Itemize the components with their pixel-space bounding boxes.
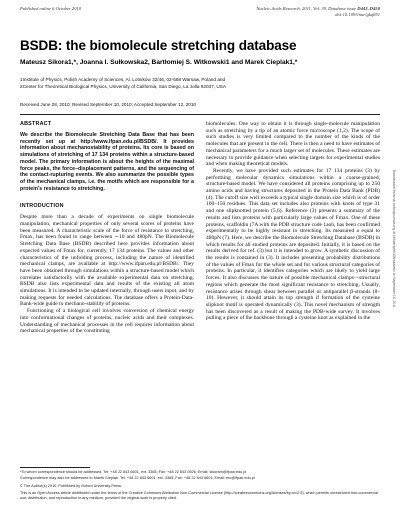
license-notice: This is an Open Access article distributed under the terms of the Creative Commons Attribution Non-Commercial License (http://creativecommons.org/licenses/by-nc/2.5), which permits unrestricted non-commercial use, distribution, and reproduction in any medium, provided the original work is properly cited.	[20, 491, 378, 500]
article-title: BSDB: the biomolecule stretching database	[20, 38, 297, 53]
header-divider	[20, 114, 380, 115]
download-watermark	[390, 170, 396, 390]
published-date: Published online 6 October 2010	[20, 6, 81, 11]
left-column	[20, 121, 194, 335]
journal-citation: Nucleic Acids Research, 2011, Vol. 39, Database issue	[256, 6, 357, 11]
abstract-heading: ABSTRACT	[20, 121, 52, 127]
journal-header	[256, 6, 380, 17]
doi[interactable]: doi:10.1093/nar/gkq851	[335, 11, 380, 17]
download-note: Downloaded from nar.oxfordjournals.org at Uniwersytet Warszawski on September 16, 2011	[392, 170, 396, 308]
copyright-notice: © The Author(s) 2010. Published by Oxford University Press.	[20, 484, 123, 488]
intro-paragraph-1: Despite more than a decade of experiments on single biomolecule manipulation, mechanical properties of only several scores of proteins have been measured. A characteristic scale of the force of resistance to stretching, Fmax, has been found to range between ∼10 and 480pN. The Biomolecule Stretching Data Base (BSDB) described here provides information about expected values of Fmax for, currently, 17 134 proteins. The values and other characteristics of the unfolding process, including the nature of identified mechanical clamps, are available at http://www.ifpan.edu.pl/BSDB/. They have been obtained through simulations within a structure-based model which correlates satisfactorily with the available experimental data on stretching. BSDB also lists experimental data and results of the existing all atom simulations. It is intended to be updated internally, through users input, and by making requests for needed calculations. The database offers a Protein-Data-Bank-wide guide to mechano-stability of proteins.	[20, 214, 194, 308]
footnote-correspondence-1: *To whom correspondence should be addressed. Tel: +48 22 843 6601, ext. 3365; Fax: +48 22 843 0926; Email: sikoram@ifpan.edu.pl	[20, 470, 247, 474]
received-dates: Received June 28, 2010; Revised September 10, 2010; Accepted September 12, 2010	[20, 102, 196, 107]
affiliations	[20, 77, 226, 90]
author-list: Mateusz Sikora1,*, Joanna I. Sułkowska2, Bartłomiej S. Witkowski1 and Marek Cieplak1,*	[20, 59, 298, 66]
page-range: D443–D450	[357, 6, 380, 11]
right-paragraph-1: biomolecules. One way to obtain it is through single-molecule manipulation such as stretching by a tip of an atomic force microscope (1,2). The scope of such studies is very limited compared to the number of the kinds of the molecules that are present in the cell. There is then a need to have estimates of mechanical parameters for a much larger set of molecules. These estimates are necessary to provide guidance when selecting targets for experimental studies and when making theoretical models.	[206, 121, 380, 168]
introduction-heading: INTRODUCTION	[20, 203, 64, 210]
abstract-text: We describe the Biomolecule Stretching Data Base that has been recently set up at http://www.ifpan.edu.pl/BSDB/. It provides information about mechanostability of proteins. Its core is based on simulations of stretching of 17 134 proteins within a structure-based model. The primary information is about the heights of the maximal force peaks, the force–displacement patterns, and the sequencing of the contact-rupturing events. We also summarize the possible types of the mechanical clamps, i.e. the motifs which are responsible for a protein's resistance to stretching.	[20, 132, 194, 192]
right-paragraph-2: Recently, we have provided such estimates for 17 134 proteins (3) by performing molecular dynamics simulations within a coarse-grained, structure-based model. We have considered all proteins comprising up to 250 amino acids and having structures deposited in the Protein Data Bank (PDB) (4). The cutoff size well exceeds a typical single domain size which is of order 100–150 residues. This data set includes also proteins with knots of type 31 and one slipknotted protein (5,6). Reference (3) presents a summary of the results and lists proteins with particularly large values of Fmax. One of these proteins, scaffoldin (7A with the PDB structure code 1aoh, has been confirmed experimentally to be highly resistant to stretching. Its measured a equal to 480pN (7). Here, we describe the Biomolecule Stretching Database (BSDB) in which results for all studied proteins are deposited. Initially, it is based on the results derived for ref. (3) but it is intended to grow. A synthetic discussion of the results is contained in (3). It includes presenting probability distributions of the values of Fmax for the whole set and for various structural categories of proteins. In particular, it identifies categories which are likely to yield large forces. It also discusses the nature of possible mechanical clamps—structural regions which generate the most significant resistance to stretching. Usually, resistance arises through shear between parallel or antiparallel β-strands (8–10). However, it should attain its top strength if formation of the cysteine slipknot motif is operated dynamically (3). This novel mechanism of strength has been discovered as a result of making the PDB-wide survey. It involves pulling a piece of the backbone through a cysteine knot as explained in the	[206, 167, 380, 322]
affiliation-2: 2Center for Theoretical Biological Physics, University of California, San Diego, La Jolla 92037, USA	[20, 83, 227, 89]
affiliation-1: 1Institute of Physics, Polish Academy of Sciences, Al. Lotników 32/46, 02-668 Warsaw, Poland and	[20, 77, 226, 82]
footnote-divider	[20, 467, 90, 468]
right-column	[206, 121, 380, 322]
intro-paragraph-2: Functioning of a biological cell involves conversion of chemical energy into conformational changes of proteins, nucleic acids and their complexes. Understanding of mechanical processes in the cell requires information about mechanical properties of the constituting	[20, 308, 194, 335]
footnote-correspondence-2: Correspondence may also be addressed to Marek Cieplak. Tel: +48 22 843 6601, ext. 3365; Fax: +48 22 843 6601; Email: mc@ifpan.edu.pl	[20, 476, 255, 480]
